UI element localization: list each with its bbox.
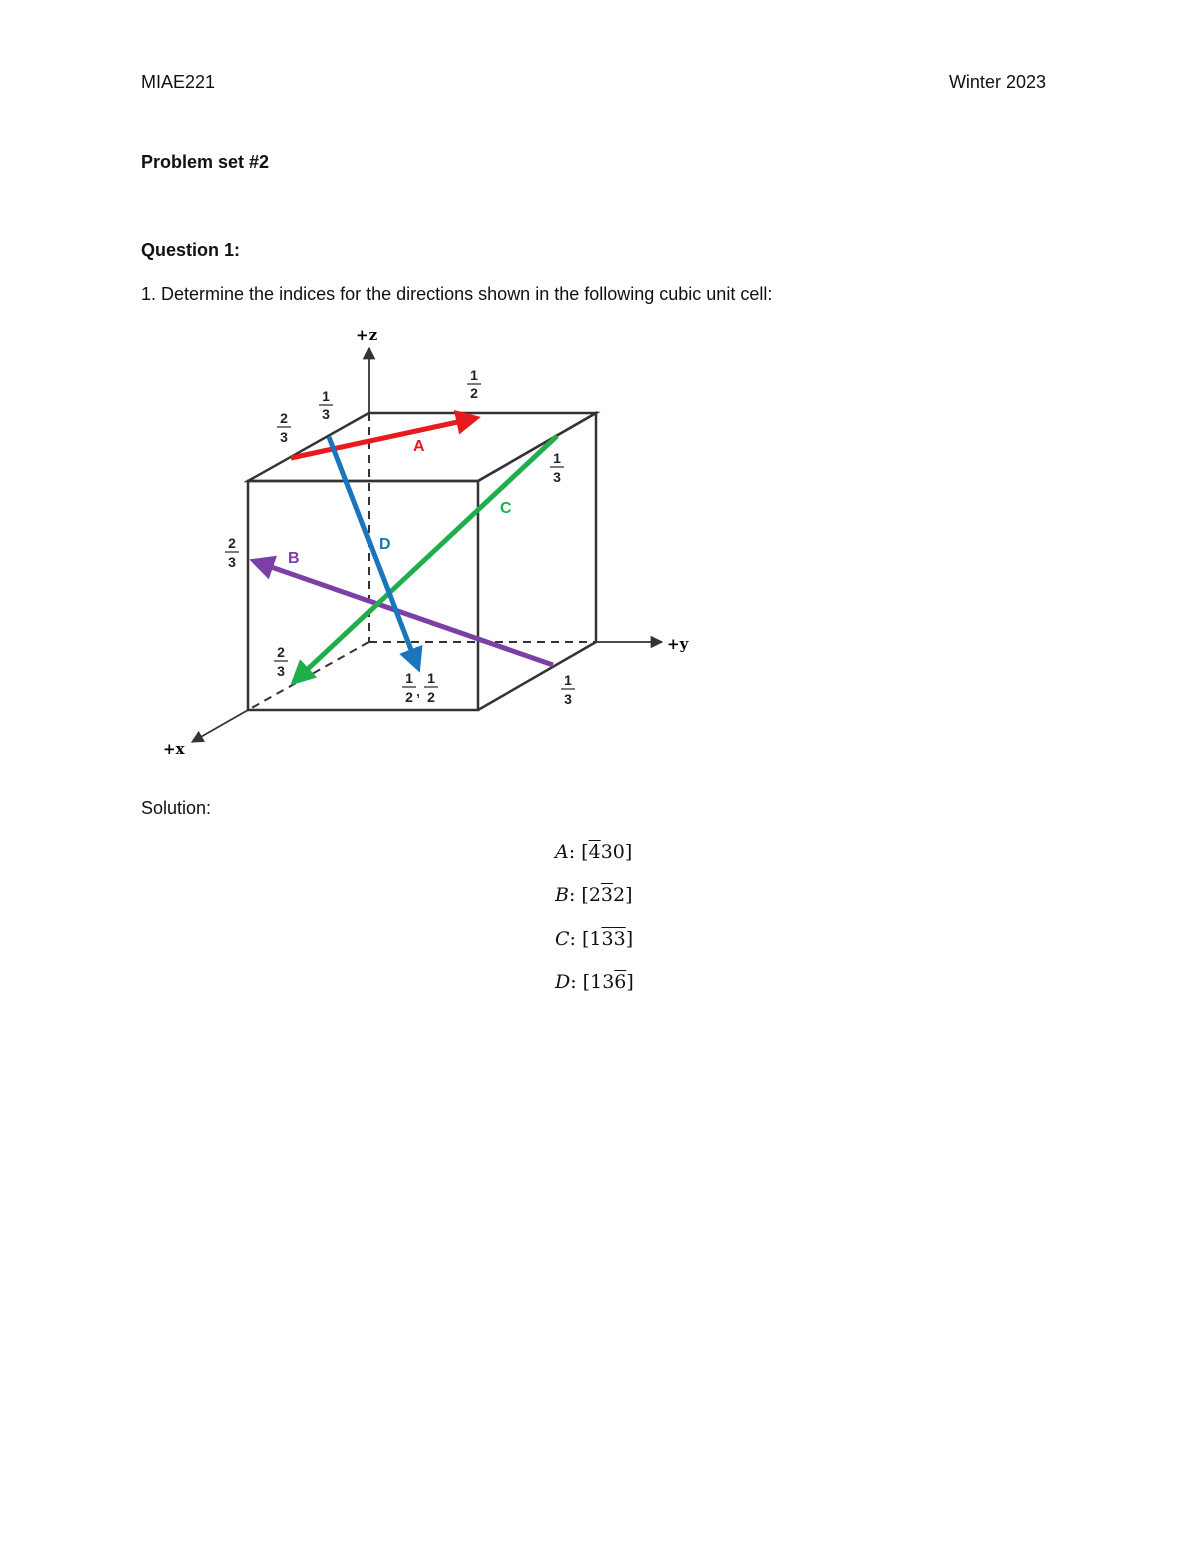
- fraction-bottom-half-b-num: 1: [427, 670, 435, 686]
- fraction-left-two-thirds-den: 3: [228, 554, 236, 570]
- miller-index-digit: 6: [614, 971, 627, 993]
- fraction-bottom-right-third-den: 3: [564, 691, 572, 707]
- cubic-unit-cell-figure: [150, 320, 710, 770]
- x-axis-label: +x: [163, 740, 185, 758]
- fraction-bottom-two-thirds-den: 3: [277, 663, 285, 679]
- label-b: B: [288, 550, 300, 567]
- fraction-top-half-den: 2: [470, 385, 478, 401]
- term: Winter 2023: [948, 72, 1046, 92]
- fraction-bottom-half-a-den: 2: [405, 689, 413, 705]
- fraction-bottom-right-third-num: 1: [564, 672, 572, 688]
- answer-d: D: [136]: [555, 971, 634, 993]
- direction-c-arrow: [294, 436, 557, 682]
- solution-label: Solution:: [141, 798, 212, 818]
- fraction-bottom-two-thirds-num: 2: [277, 644, 285, 660]
- page-title: Problem set #2: [141, 152, 270, 172]
- label-c: C: [500, 500, 512, 517]
- fraction-bottom-half-a-num: 1: [405, 670, 413, 686]
- x-axis: [192, 710, 248, 742]
- answer-b: B: [232]: [555, 884, 633, 906]
- direction-d-arrow: [329, 437, 418, 668]
- fraction-right-third-den: 3: [553, 469, 561, 485]
- answer-variable: B: [555, 884, 569, 906]
- fraction-top-two-thirds-den: 3: [280, 429, 288, 445]
- question-prompt: 1. Determine the indices for the directions shown in the following cubic unit cell:: [141, 284, 773, 304]
- answer-variable: D: [555, 971, 571, 993]
- fraction-top-third-num: 1: [322, 388, 330, 404]
- answer-variable: A: [555, 841, 569, 863]
- label-a: A: [413, 438, 425, 455]
- miller-index-digit: 2: [613, 884, 626, 906]
- label-d: D: [379, 536, 391, 553]
- direction-a-arrow: [291, 418, 476, 458]
- fraction-top-half-num: 1: [470, 367, 478, 383]
- answer-variable: C: [555, 928, 570, 950]
- miller-index-digit: 2: [588, 884, 601, 906]
- svg-text:,: ,: [416, 684, 420, 699]
- y-axis-label: +y: [667, 635, 689, 653]
- miller-index-digit: 0: [612, 841, 625, 863]
- miller-index-digit: 3: [613, 928, 626, 950]
- miller-index-digit: 3: [601, 928, 614, 950]
- answer-a: A: [430]: [555, 841, 633, 863]
- fraction-bottom-half-b-den: 2: [427, 689, 435, 705]
- miller-index-digit: 1: [589, 928, 602, 950]
- question-heading: Question 1:: [141, 240, 241, 260]
- fraction-left-two-thirds-num: 2: [228, 535, 236, 551]
- miller-index-digit: 1: [590, 971, 603, 993]
- fraction-top-two-thirds-num: 2: [280, 410, 288, 426]
- fraction-top-third-den: 3: [322, 406, 330, 422]
- miller-index-digit: 3: [602, 971, 615, 993]
- answer-c: C: [133]: [555, 928, 634, 950]
- z-axis-label: +z: [356, 326, 378, 344]
- course-code: MIAE221: [141, 72, 216, 92]
- miller-index-digit: 3: [600, 884, 614, 906]
- fraction-right-third-num: 1: [553, 450, 561, 466]
- miller-index-digit: 4: [588, 841, 601, 863]
- miller-index-digit: 3: [600, 841, 613, 863]
